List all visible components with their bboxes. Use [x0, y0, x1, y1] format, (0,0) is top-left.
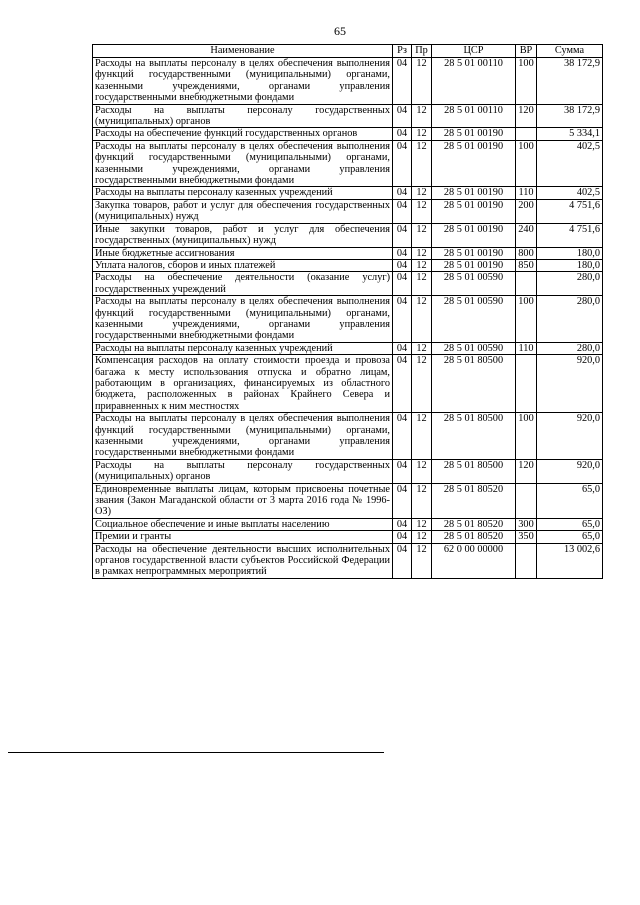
header-vr: ВР [516, 45, 537, 58]
row-csr: 28 5 01 80500 [432, 413, 516, 460]
row-vr: 850 [516, 259, 537, 271]
row-rz: 04 [393, 531, 412, 543]
table-row [93, 296, 603, 343]
row-sum: 13 002,6 [537, 543, 603, 578]
row-sum: 180,0 [537, 247, 603, 259]
row-name: Расходы на выплаты персоналу государственных (муниципальных) органов [93, 104, 393, 128]
row-vr: 110 [516, 187, 537, 199]
table-row [93, 104, 603, 128]
row-name: Расходы на обеспечение деятельности высших исполнительных органов государственной власти субъектов Российской Федерации в рамках непрограммных мероприятий [93, 543, 393, 578]
row-name: Уплата налогов, сборов и иных платежей [93, 259, 393, 271]
table-row [93, 518, 603, 530]
row-name: Компенсация расходов на оплату стоимости проезда и провоза багажа к месту использования отпуска и обратно лицам, работающим в организациях, финансируемых из областного бюджета, расположенных в районах Крайнего Севера и приравненных к ним местностях [93, 355, 393, 413]
row-csr: 28 5 01 00590 [432, 296, 516, 343]
row-rz: 04 [393, 272, 412, 296]
row-rz: 04 [393, 259, 412, 271]
row-vr [516, 272, 537, 296]
row-pr: 12 [412, 518, 432, 530]
row-pr: 12 [412, 58, 432, 105]
row-name: Расходы на обеспечение деятельности (оказание услуг) государственных учреждений [93, 272, 393, 296]
row-rz: 04 [393, 187, 412, 199]
header-pr: Пр [412, 45, 432, 58]
row-vr: 100 [516, 413, 537, 460]
row-rz: 04 [393, 483, 412, 518]
row-sum: 65,0 [537, 483, 603, 518]
table-row [93, 342, 603, 354]
table-row [93, 413, 603, 460]
row-pr: 12 [412, 259, 432, 271]
table-row [93, 199, 603, 223]
row-rz: 04 [393, 104, 412, 128]
page-number: 65 [334, 24, 346, 38]
row-rz: 04 [393, 355, 412, 413]
row-sum: 920,0 [537, 459, 603, 483]
header-csr: ЦСР [432, 45, 516, 58]
row-rz: 04 [393, 413, 412, 460]
row-rz: 04 [393, 342, 412, 354]
row-sum: 402,5 [537, 140, 603, 187]
row-vr: 100 [516, 58, 537, 105]
row-pr: 12 [412, 413, 432, 460]
row-rz: 04 [393, 296, 412, 343]
row-pr: 12 [412, 247, 432, 259]
table-header-row [93, 45, 603, 58]
row-rz: 04 [393, 518, 412, 530]
row-csr: 28 5 01 80520 [432, 518, 516, 530]
table-row [93, 187, 603, 199]
table-row [93, 543, 603, 578]
row-csr: 28 5 01 80520 [432, 483, 516, 518]
row-pr: 12 [412, 104, 432, 128]
row-name: Единовременные выплаты лицам, которым присвоены почетные звания (Закон Магаданской области от 3 марта 2016 года № 1996-ОЗ) [93, 483, 393, 518]
header-rz: Рз [393, 45, 412, 58]
row-rz: 04 [393, 459, 412, 483]
row-name: Расходы на обеспечение функций государственных органов [93, 128, 393, 140]
row-sum: 920,0 [537, 355, 603, 413]
row-csr: 28 5 01 00190 [432, 223, 516, 247]
table-row [93, 259, 603, 271]
row-sum: 38 172,9 [537, 104, 603, 128]
row-vr [516, 355, 537, 413]
row-sum: 280,0 [537, 272, 603, 296]
row-name: Социальное обеспечение и иные выплаты населению [93, 518, 393, 530]
row-vr: 240 [516, 223, 537, 247]
table-row [93, 247, 603, 259]
row-rz: 04 [393, 58, 412, 105]
row-name: Расходы на выплаты персоналу казенных учреждений [93, 342, 393, 354]
row-vr: 200 [516, 199, 537, 223]
row-sum: 5 334,1 [537, 128, 603, 140]
row-csr: 28 5 01 00190 [432, 187, 516, 199]
row-sum: 4 751,6 [537, 199, 603, 223]
footnote-divider [8, 752, 384, 753]
table-row [93, 483, 603, 518]
row-vr [516, 483, 537, 518]
row-vr: 300 [516, 518, 537, 530]
row-csr: 28 5 01 80520 [432, 531, 516, 543]
row-pr: 12 [412, 296, 432, 343]
row-pr: 12 [412, 531, 432, 543]
row-csr: 28 5 01 00590 [432, 342, 516, 354]
row-vr [516, 128, 537, 140]
row-name: Иные закупки товаров, работ и услуг для обеспечения государственных (муниципальных) нужд [93, 223, 393, 247]
row-rz: 04 [393, 543, 412, 578]
row-sum: 280,0 [537, 342, 603, 354]
row-name: Закупка товаров, работ и услуг для обеспечения государственных (муниципальных) нужд [93, 199, 393, 223]
table-row [93, 355, 603, 413]
table-row [93, 128, 603, 140]
row-csr: 28 5 01 80500 [432, 459, 516, 483]
row-vr: 110 [516, 342, 537, 354]
row-sum: 4 751,6 [537, 223, 603, 247]
header-name: Наименование [93, 45, 393, 58]
row-rz: 04 [393, 199, 412, 223]
table-row [93, 272, 603, 296]
row-csr: 28 5 01 00590 [432, 272, 516, 296]
header-sum: Сумма [537, 45, 603, 58]
row-csr: 28 5 01 00190 [432, 128, 516, 140]
row-csr: 28 5 01 00190 [432, 259, 516, 271]
row-pr: 12 [412, 459, 432, 483]
row-rz: 04 [393, 223, 412, 247]
row-pr: 12 [412, 342, 432, 354]
row-sum: 920,0 [537, 413, 603, 460]
row-pr: 12 [412, 272, 432, 296]
row-pr: 12 [412, 355, 432, 413]
row-vr: 120 [516, 459, 537, 483]
row-name: Премии и гранты [93, 531, 393, 543]
row-csr: 28 5 01 00190 [432, 199, 516, 223]
budget-table [92, 44, 603, 579]
table-row [93, 58, 603, 105]
row-csr: 28 5 01 80500 [432, 355, 516, 413]
row-rz: 04 [393, 247, 412, 259]
row-pr: 12 [412, 543, 432, 578]
row-vr: 100 [516, 296, 537, 343]
row-rz: 04 [393, 128, 412, 140]
row-name: Расходы на выплаты персоналу государственных (муниципальных) органов [93, 459, 393, 483]
row-pr: 12 [412, 128, 432, 140]
table-row [93, 531, 603, 543]
table-row [93, 459, 603, 483]
row-csr: 62 0 00 00000 [432, 543, 516, 578]
row-sum: 65,0 [537, 518, 603, 530]
row-pr: 12 [412, 140, 432, 187]
row-vr: 350 [516, 531, 537, 543]
row-sum: 402,5 [537, 187, 603, 199]
row-csr: 28 5 01 00190 [432, 140, 516, 187]
row-name: Расходы на выплаты персоналу в целях обеспечения выполнения функций государственными (муниципальными) органами, казенными учреждениями, органами управления государственными внебюджетными фондами [93, 140, 393, 187]
row-sum: 280,0 [537, 296, 603, 343]
row-vr [516, 543, 537, 578]
row-pr: 12 [412, 223, 432, 247]
row-name: Расходы на выплаты персоналу в целях обеспечения выполнения функций государственными (муниципальными) органами, казенными учреждениями, органами управления государственными внебюджетными фондами [93, 296, 393, 343]
row-name: Расходы на выплаты персоналу казенных учреждений [93, 187, 393, 199]
table-row [93, 140, 603, 187]
row-name: Расходы на выплаты персоналу в целях обеспечения выполнения функций государственными (муниципальными) органами, казенными учреждениями, органами управления государственными внебюджетными фондами [93, 413, 393, 460]
row-csr: 28 5 01 00110 [432, 58, 516, 105]
row-pr: 12 [412, 187, 432, 199]
row-pr: 12 [412, 483, 432, 518]
row-csr: 28 5 01 00190 [432, 247, 516, 259]
row-csr: 28 5 01 00110 [432, 104, 516, 128]
row-vr: 100 [516, 140, 537, 187]
row-name: Расходы на выплаты персоналу в целях обеспечения выполнения функций государственными (муниципальными) органами, казенными учреждениями, органами управления государственными внебюджетными фондами [93, 58, 393, 105]
table-row [93, 223, 603, 247]
row-pr: 12 [412, 199, 432, 223]
row-vr: 120 [516, 104, 537, 128]
row-sum: 38 172,9 [537, 58, 603, 105]
row-name: Иные бюджетные ассигнования [93, 247, 393, 259]
row-rz: 04 [393, 140, 412, 187]
table-body [93, 58, 603, 579]
row-sum: 65,0 [537, 531, 603, 543]
row-sum: 180,0 [537, 259, 603, 271]
row-vr: 800 [516, 247, 537, 259]
